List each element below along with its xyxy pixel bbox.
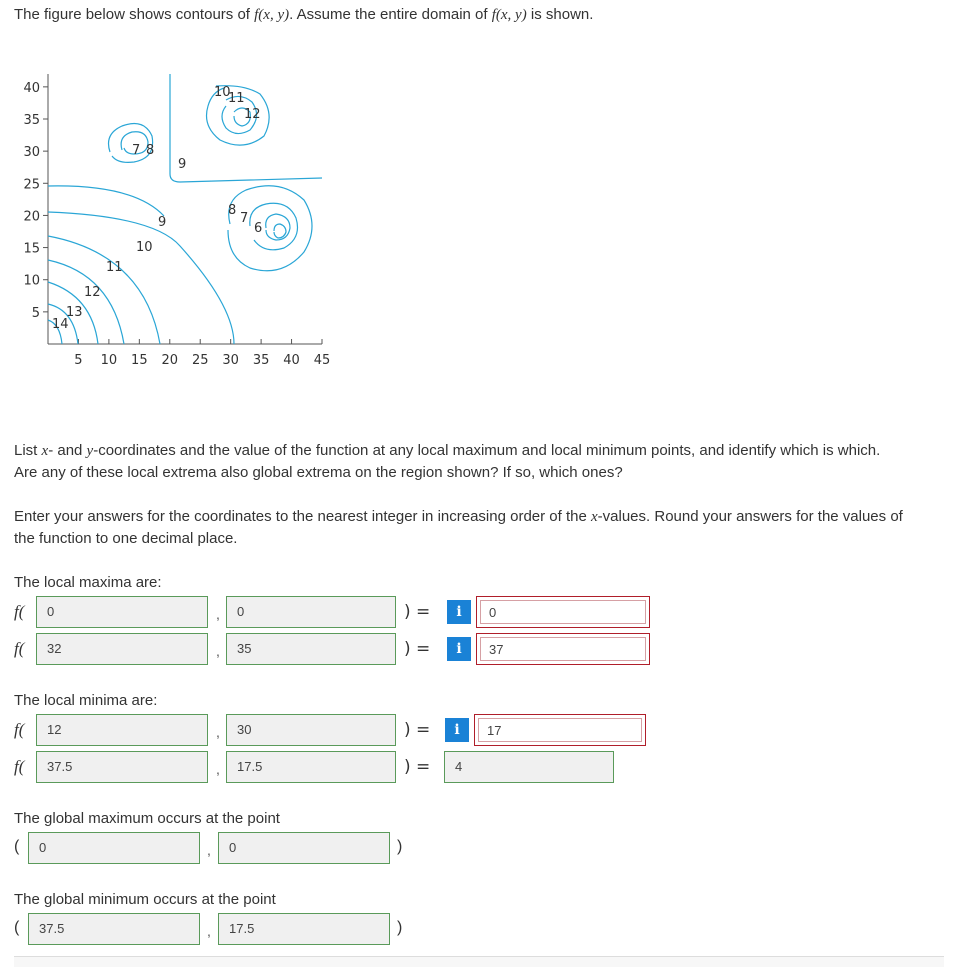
maximum-row-1 [14, 596, 954, 630]
max1-x-input[interactable]: 0 [36, 596, 208, 628]
global-max-y-input[interactable]: 0 [218, 832, 390, 864]
contour-label-11-upper: 11 [228, 91, 245, 106]
equals-sign: ) = [404, 602, 431, 622]
close-paren: ) [397, 919, 403, 936]
function-prefix: f( [14, 757, 25, 776]
contour-9 [48, 212, 234, 344]
x-tick-label: 35 [252, 353, 270, 368]
max2-value-answer[interactable] [476, 633, 650, 665]
contour-label-11: 11 [106, 260, 123, 275]
question-line-1: List x- and y-coordinates and the value of the function at any local maximum and local minimum points, and identify which is which. [14, 442, 881, 459]
max2-y-input[interactable]: 35 [226, 633, 396, 665]
max1-y-input[interactable]: 0 [226, 596, 396, 628]
function-prefix: f( [14, 720, 25, 739]
x-tick-label: 5 [74, 353, 83, 368]
contour-label-9: 9 [158, 215, 167, 230]
global-min-y-input[interactable]: 17.5 [218, 913, 390, 945]
x-tick-label: 40 [283, 353, 300, 368]
maximum-row-2 [14, 633, 954, 667]
global-min-row [14, 913, 414, 947]
question-line-2: Are any of these local extrema also global extrema on the region shown? If so, which ones? [14, 464, 623, 481]
min2-value-input[interactable]: 4 [444, 751, 614, 783]
contour-9b [48, 186, 164, 216]
equals-sign: ) = [404, 720, 431, 740]
contour-label-13: 13 [66, 305, 83, 320]
comma: , [207, 923, 211, 939]
global-min-x-input[interactable]: 37.5 [28, 913, 200, 945]
contour-label-7-right: 7 [240, 211, 249, 226]
y-tick-label: 15 [23, 241, 40, 257]
min1-value-text: 17 [478, 718, 642, 742]
y-tick-label: 30 [23, 145, 40, 161]
maxima-label: The local maxima are: [14, 574, 162, 591]
open-paren: ( [14, 838, 20, 855]
axes [48, 74, 322, 344]
x-tick-label: 20 [161, 353, 179, 368]
y-tick-label: 35 [23, 113, 40, 128]
min1-x-input[interactable]: 12 [36, 714, 208, 746]
y-tick-label: 5 [31, 305, 40, 321]
contour-8-right [228, 186, 312, 271]
y-tick-label: 20 [23, 209, 40, 225]
x-tick-label: 10 [100, 353, 118, 368]
max2-x-input[interactable]: 32 [36, 633, 208, 665]
y-tick-label: 40 [23, 80, 40, 96]
global-max-x-input[interactable]: 0 [28, 832, 200, 864]
contour-label-8-right: 8 [228, 203, 237, 218]
comma: , [216, 606, 220, 622]
y-tick-label: 25 [23, 177, 40, 193]
function-prefix: f( [14, 639, 25, 658]
max1-value-answer[interactable] [476, 596, 650, 628]
x-tick-label: 30 [222, 353, 239, 368]
instructions-line-2: the function to one decimal place. [14, 530, 238, 547]
close-paren: ) [397, 838, 403, 855]
contour-label-8: 8 [146, 143, 155, 158]
intro-text: The figure below shows contours of f(x, y). Assume the entire domain of f(x, y) is shown. [14, 6, 594, 23]
y-tick-label: 10 [23, 273, 40, 289]
min1-y-input[interactable]: 30 [226, 714, 396, 746]
contour-label-7: 7 [132, 143, 141, 158]
info-icon[interactable]: i [445, 718, 469, 742]
global-max-row [14, 832, 414, 866]
contour-plot [14, 66, 344, 376]
minima-label: The local minima are: [14, 692, 158, 709]
max1-value-text: 0 [480, 600, 646, 624]
contour-label-10-upper: 10 [214, 85, 231, 100]
next-section-edge [14, 956, 944, 967]
minimum-row-2 [14, 751, 954, 785]
minimum-row-1 [14, 714, 954, 748]
contour-label-10: 10 [136, 240, 153, 255]
comma: , [207, 842, 211, 858]
equals-sign: ) = [404, 639, 431, 659]
contour-5-right [274, 224, 286, 238]
contour-9-vertical [170, 74, 322, 182]
comma: , [216, 643, 220, 659]
comma: , [216, 724, 220, 740]
contour-label-12-upper: 12 [244, 107, 261, 122]
min2-x-input[interactable]: 37.5 [36, 751, 208, 783]
x-tick-label: 15 [131, 353, 148, 368]
function-prefix: f( [14, 602, 25, 621]
info-icon[interactable]: i [447, 637, 471, 661]
contour-label-9-vertical: 9 [178, 157, 187, 172]
x-tick-label: 45 [313, 353, 331, 368]
instructions-line-1: Enter your answers for the coordinates to the nearest integer in increasing order of the x-values. Round your answers for the values of [14, 508, 903, 525]
info-icon[interactable]: i [447, 600, 471, 624]
x-tick-label: 25 [191, 353, 209, 368]
min2-y-input[interactable]: 17.5 [226, 751, 396, 783]
contour-label-6-right: 6 [254, 221, 263, 236]
contour-label-12: 12 [84, 285, 101, 300]
comma: , [216, 761, 220, 777]
equals-sign: ) = [404, 757, 431, 777]
contour-6-right [266, 214, 290, 240]
min1-value-answer[interactable] [474, 714, 646, 746]
global-min-label: The global minimum occurs at the point [14, 891, 276, 908]
open-paren: ( [14, 919, 20, 936]
global-max-label: The global maximum occurs at the point [14, 810, 280, 827]
contour-label-14: 14 [52, 317, 69, 332]
max2-value-text: 37 [480, 637, 646, 661]
